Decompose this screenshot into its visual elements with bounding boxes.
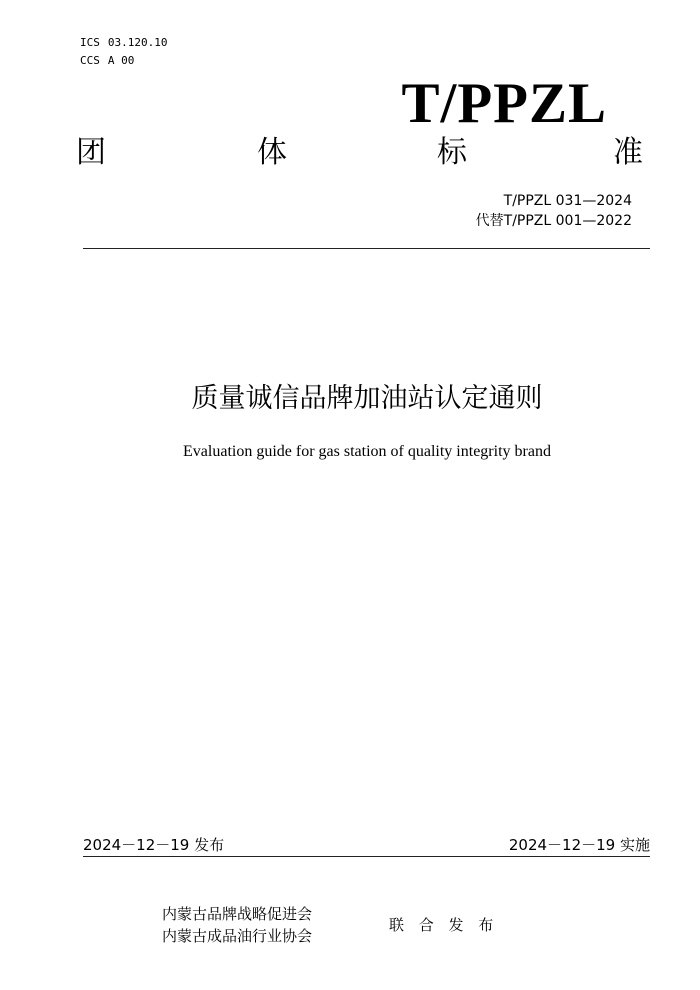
issuing-organization: 内蒙古成品油行业协会 — [162, 927, 313, 945]
footer-divider — [83, 856, 650, 857]
implementation-date: 2024－12－19 实施 — [508, 836, 650, 854]
issue-date: 2024－12－19 发布 — [83, 836, 225, 854]
standard-kind-char: 体 — [257, 135, 287, 170]
issuing-organization: 内蒙古品牌战略促进会 — [162, 905, 313, 923]
ccs-label: CCS — [80, 54, 100, 67]
ics-code: 03.120.10 — [107, 36, 168, 49]
standard-brand-mark: T/PPZL — [401, 72, 607, 135]
standard-number: T/PPZL 031—2024 — [503, 193, 632, 209]
ccs-classification — [80, 53, 134, 68]
replaced-standard: 代替T/PPZL 001—2022 — [475, 213, 632, 229]
joint-release-label: 联 合 发 布 — [389, 916, 499, 934]
standard-kind-char: 团 — [76, 135, 106, 170]
standard-kind-char: 准 — [613, 135, 643, 170]
ics-label: ICS — [80, 36, 100, 49]
standard-kind-char: 标 — [437, 135, 467, 170]
ics-classification — [80, 35, 167, 50]
header-divider — [83, 248, 650, 249]
document-title-en: Evaluation guide for gas station of quality integrity brand — [183, 443, 551, 460]
ccs-code: A 00 — [107, 54, 135, 67]
document-title-cn: 质量诚信品牌加油站认定通则 — [191, 383, 543, 414]
